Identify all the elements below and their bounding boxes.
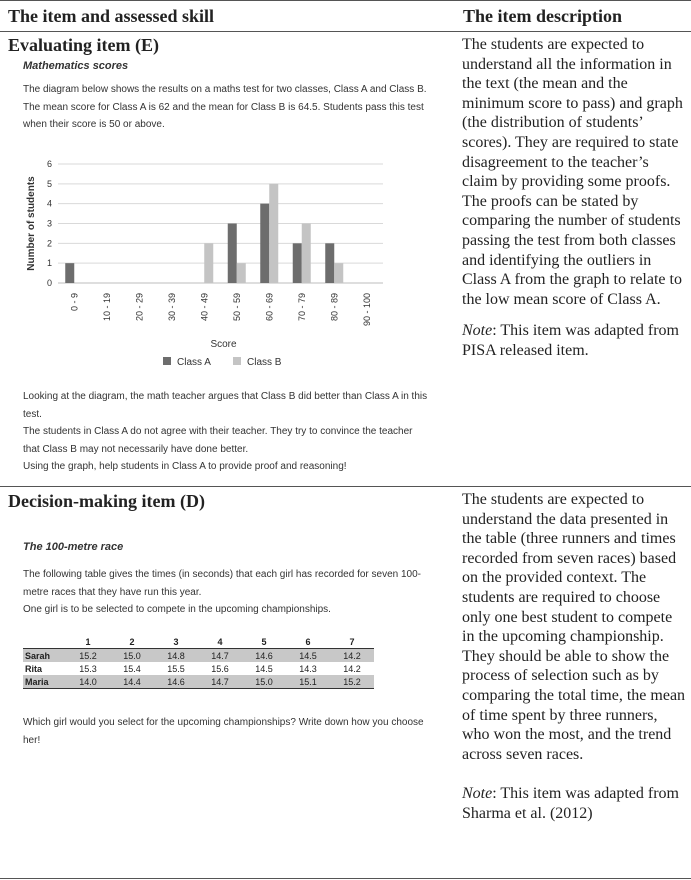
- y-tick-label: 5: [46, 178, 52, 189]
- x-tick-label: 10 - 19: [101, 293, 112, 322]
- column-header-skill: The item and assessed skill: [8, 6, 215, 26]
- bar-class-b-60-69: [269, 184, 278, 283]
- mathematics-intro-text: The diagram below shows the results on a maths test for two classes, Class A and Class B. The mean score for Class A is 62 and the mean for Class B is 64.5. Students pass this test when their score is 50 or above.: [23, 84, 427, 130]
- race-question-text: Which girl would you select for the upcoming championships? Write down how you choose her!: [23, 717, 424, 746]
- race-times-table: [23, 635, 374, 689]
- provide-proof-text: Using the graph, help students in Class A to provide proof and reasoning!: [23, 461, 347, 472]
- score-distribution-chart: [18, 155, 398, 375]
- legend-label-class-a: Class A: [177, 357, 211, 368]
- x-tick-label: 30 - 39: [166, 293, 177, 322]
- note-label: Note: [462, 785, 493, 803]
- y-axis-title: Number of students: [26, 176, 37, 271]
- note-text: : This item was adapted from Sharma et al. (2012): [462, 785, 679, 822]
- evaluating-item-heading: Evaluating item (E): [8, 35, 159, 55]
- decision-item-heading: Decision-making item (D): [8, 491, 205, 511]
- x-tick-label: 40 - 49: [199, 293, 210, 322]
- decision-description: [462, 490, 686, 836]
- time-cell: 14.6: [242, 649, 286, 663]
- time-cell: 15.1: [286, 675, 330, 689]
- bar-class-a-50-59: [228, 224, 237, 284]
- time-cell: 14.5: [286, 649, 330, 663]
- y-tick-label: 4: [46, 198, 52, 209]
- mathematics-scores-title: Mathematics scores: [23, 60, 129, 72]
- time-cell: 15.4: [123, 663, 141, 674]
- time-cell: 14.6: [154, 675, 198, 689]
- note-text: : This item was adapted from PISA released item.: [462, 322, 679, 359]
- bar-class-b-50-59: [237, 263, 246, 283]
- y-tick-label: 2: [46, 238, 52, 249]
- table-row-rita: [23, 662, 374, 675]
- evaluating-description: [462, 35, 686, 373]
- x-tick-label: 50 - 59: [231, 293, 242, 322]
- runner-name: Maria: [23, 675, 66, 689]
- legend-label-class-b: Class B: [247, 357, 282, 368]
- x-tick-label: 20 - 29: [134, 293, 145, 322]
- y-tick-label: 1: [46, 258, 52, 269]
- time-cell: 14.7: [198, 649, 242, 663]
- time-cell: 14.2: [343, 663, 361, 674]
- time-cell: 15.2: [330, 675, 374, 689]
- x-tick-label: 80 - 89: [329, 293, 340, 322]
- time-cell: 14.2: [330, 649, 374, 663]
- header-cell: 2: [110, 635, 154, 649]
- decision-note: [462, 784, 686, 823]
- time-cell: 14.3: [299, 663, 317, 674]
- time-cell: 15.0: [242, 675, 286, 689]
- x-tick-label: 0 - 9: [69, 293, 80, 312]
- x-tick-label: 90 - 100: [361, 293, 372, 327]
- header-cell: 7: [330, 635, 374, 649]
- x-axis-title: Score: [210, 339, 237, 350]
- time-cell: 15.6: [211, 663, 229, 674]
- bar-class-a-80-89: [325, 243, 334, 283]
- header-cell: 1: [66, 635, 110, 649]
- header-cell: 3: [154, 635, 198, 649]
- header-cell: 6: [286, 635, 330, 649]
- table-top-rule: [0, 0, 691, 1]
- time-cell: 14.4: [110, 675, 154, 689]
- time-cell: 15.0: [110, 649, 154, 663]
- column-header-description: The item description: [463, 6, 622, 26]
- bar-class-b-80-89: [334, 263, 343, 283]
- bar-class-b-40-49: [204, 243, 213, 283]
- table-row-maria: [23, 675, 374, 689]
- race-intro: [23, 566, 428, 619]
- header-cell: [23, 635, 66, 649]
- legend-swatch-class-b: [233, 357, 241, 365]
- time-cell: 15.3: [79, 663, 97, 674]
- evaluating-description-text: The students are expected to understand all the information in the text (the mean and the minimum score to pass) and graph (the distribution of students’ scores). They are required to state disagreement to the teacher’s claim by providing some proofs. The proofs can be stated by comparing the number of students passing the test from both classes and identifying the outliers in Class A from the graph to relate to the low mean score of Class A.: [462, 36, 683, 308]
- time-cell: 14.7: [198, 675, 242, 689]
- race-title: The 100-metre race: [23, 541, 124, 553]
- legend-swatch-class-a: [163, 357, 171, 365]
- class-a-disagree-text: The students in Class A do not agree with their teacher. They try to convince the teacher that Class B may not necessarily have done better.: [23, 426, 413, 455]
- time-cell: 14.8: [154, 649, 198, 663]
- y-tick-label: 6: [46, 159, 52, 169]
- bar-class-a-0-9: [65, 263, 74, 283]
- bar-class-b-70-79: [302, 224, 311, 284]
- note-label: Note: [462, 322, 493, 340]
- y-tick-label: 0: [46, 278, 52, 288]
- bar-class-a-60-69: [260, 204, 269, 283]
- x-tick-label: 70 - 79: [296, 293, 307, 322]
- mathematics-prompt: [23, 388, 428, 476]
- time-cell: 15.2: [66, 649, 110, 663]
- bar-class-a-70-79: [293, 243, 302, 283]
- time-cell: 14.5: [255, 663, 273, 674]
- time-cell: 15.5: [167, 663, 185, 674]
- x-tick-label: 60 - 69: [264, 293, 275, 322]
- teacher-argument-text: Looking at the diagram, the math teacher argues that Class B did better than Class A in this test.: [23, 391, 428, 420]
- mathematics-intro: [23, 81, 428, 134]
- race-intro-text: The following table gives the times (in seconds) that each girl has recorded for seven 100-metre races that they have run this year.: [23, 569, 421, 598]
- row-divider: [0, 486, 691, 487]
- race-question: [23, 714, 428, 749]
- header-rule: [0, 31, 691, 32]
- y-tick-label: 3: [46, 218, 52, 229]
- table-row-sarah: [23, 649, 374, 663]
- race-selection-text: One girl is to be selected to compete in the upcoming championships.: [23, 604, 331, 615]
- header-cell: 4: [198, 635, 242, 649]
- table-header-row: [23, 635, 374, 649]
- evaluating-note: [462, 321, 686, 360]
- runner-name: Sarah: [23, 649, 66, 663]
- header-cell: 5: [242, 635, 286, 649]
- runner-name: Rita: [25, 663, 43, 674]
- decision-description-text: The students are expected to understand the data presented in the table (three runners and times recorded from seven races) based on the provided context. The students are required to choose only one best student to compete in the upcoming championship. They should be able to show the process of selection such as by comparing the total time, the mean of time spent by three runners, who won the most, and the trend across seven races.: [462, 491, 686, 763]
- time-cell: 14.0: [66, 675, 110, 689]
- table-bottom-rule: [0, 878, 691, 879]
